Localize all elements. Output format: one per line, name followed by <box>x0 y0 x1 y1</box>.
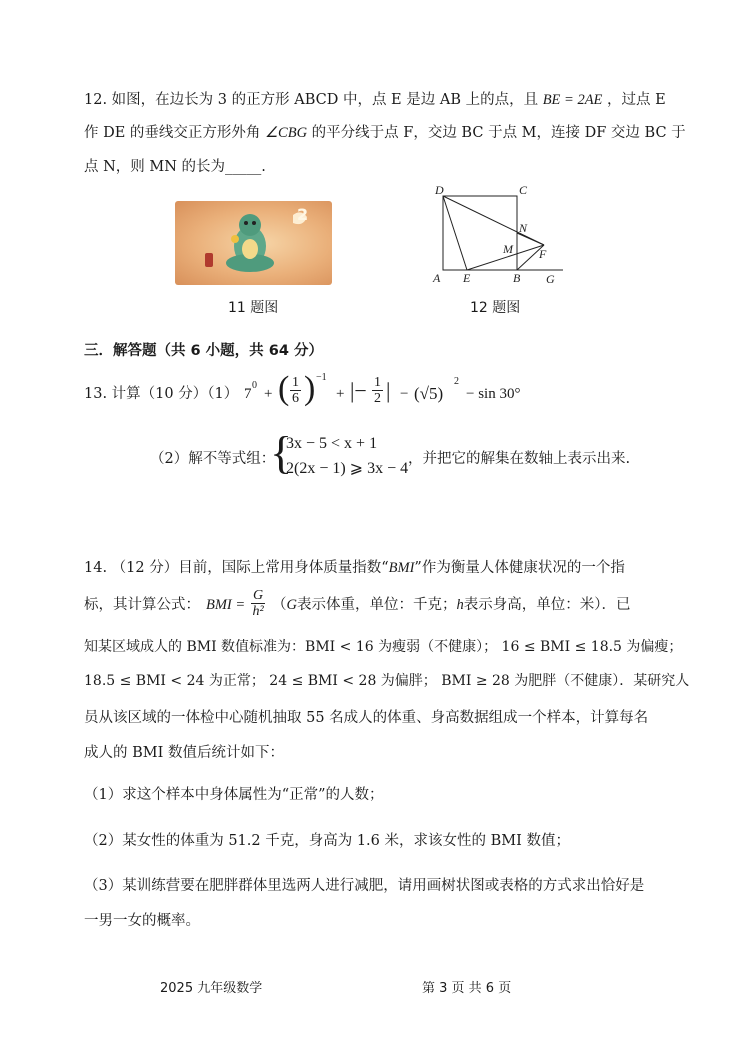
q14-line2-rest <box>272 597 630 613</box>
q14-line2-g: G <box>286 597 297 613</box>
q12-line1-math: BE = 2AE <box>542 92 603 108</box>
segment-de <box>443 196 467 270</box>
q13-part1 <box>84 386 238 402</box>
q14-line1-a: 14. （12 分）目前，国际上常用身体质量指数“ <box>84 560 389 576</box>
expr-abs-close: | <box>386 378 391 403</box>
label-g: G <box>546 272 555 286</box>
q12-line3: 点 N，则 MN 的长为_____. <box>84 159 266 175</box>
expr-minus-sin: − sin 30° <box>466 386 521 402</box>
q12-line2-text-a: 作 DE 的垂线交正方形外角 <box>84 125 261 141</box>
q14-line2-a: 标，其计算公式： <box>84 597 200 613</box>
expr-two: 2 <box>454 376 459 387</box>
label-e: E <box>463 271 471 285</box>
label-a: A <box>433 271 441 285</box>
q12-line1-text-b: ，过点 E <box>607 92 666 108</box>
q14-sub3: （3）某训练营要在肥胖群体里选两人进行减肥，请用画树状图或表格的方式求出恰好是 <box>84 878 645 894</box>
q13-prefix: 13. 计算（10 分）（1） <box>84 386 239 402</box>
expr-abs-open: |− <box>350 378 367 403</box>
label-f: F <box>539 247 547 261</box>
q13-ineq2: 2(2x − 1) ⩾ 3x − 4 <box>286 460 409 477</box>
q14-sub2: （2）某女性的体重为 51.2 千克，身高为 1.6 米，求该女性的 BMI 数值； <box>84 833 570 849</box>
q14-formula-fraction <box>251 588 265 619</box>
q14-line1-b: ”作为衡量人体健康状况的一个指 <box>414 560 625 576</box>
q14-line2-b: （ <box>272 597 287 613</box>
footer-left: 2025 九年级数学 <box>160 981 263 996</box>
q12-line2 <box>84 125 686 141</box>
q14-formula-num: G <box>253 588 264 603</box>
fig11-logo-text: 2 <box>297 205 309 224</box>
expr-seven: 7 <box>244 386 252 402</box>
q14-sub1: （1）求这个样本中身体属性为“正常”的人数； <box>84 787 384 803</box>
q14-line1 <box>84 560 625 576</box>
fig12-geometry-diagram <box>425 182 575 287</box>
expr-zero: 0 <box>252 380 257 391</box>
q12-line2-math: ∠CBG <box>265 125 308 141</box>
label-m: M <box>503 242 513 256</box>
fig11-caption: 11 题图 <box>228 300 279 316</box>
fig11-illustration <box>175 201 332 285</box>
label-n: N <box>519 221 528 235</box>
q14-line2-c: 表示体重，单位：千克； <box>296 597 457 613</box>
section3-title: 三．解答题（共 6 小题，共 64 分） <box>84 343 323 359</box>
expr-rparen: ) <box>304 370 316 407</box>
expr-fraction-1-6 <box>290 375 301 406</box>
q14-formula-den: h² <box>252 604 264 619</box>
expr-plus2: + <box>336 386 345 402</box>
expr-half-den: 2 <box>374 391 381 406</box>
q13-part2-prefix: （2）解不等式组： <box>150 451 276 467</box>
q14-line6: 成人的 BMI 数值后统计如下： <box>84 745 284 761</box>
expr-sqrt5: (√5) <box>414 384 444 403</box>
expr-one: 1 <box>292 375 299 390</box>
label-c: C <box>519 183 528 197</box>
q14-line5: 员从该区域的一体检中心随机抽取 55 名成人的体重、身高数据组成一个样本，计算每名 <box>84 710 649 726</box>
q14-line1-bmi: BMI <box>388 560 415 576</box>
q14-line2-d: 表示身高，单位：米）．已 <box>463 597 631 613</box>
expr-lparen: ( <box>278 370 290 407</box>
q14-line4: 18.5 ≤ BMI < 24 为正常； 24 ≤ BMI < 28 为偏胖； BMI ≥ 28 为肥胖（不健康）．某研究人 <box>84 673 690 689</box>
expr-fraction-1-2 <box>372 375 383 406</box>
q13-system-brace: { <box>270 427 293 478</box>
q12-line1-text-a: 12. 如图，在边长为 3 的正方形 ABCD 中，点 E 是边 AB 上的点，且 <box>84 92 539 108</box>
footer-page-number: 第 3 页 共 6 页 <box>422 981 512 996</box>
expr-half-num: 1 <box>374 375 381 390</box>
expr-neg1: −1 <box>316 372 327 383</box>
q14-sub3-cont: 一男一女的概率。 <box>84 913 200 929</box>
segment-df <box>443 196 544 245</box>
q13-part2-suffix: ，并把它的解集在数轴上表示出来. <box>408 451 631 467</box>
snake-mascot-icon <box>175 201 332 285</box>
q14-line2 <box>84 597 200 613</box>
q12-line1 <box>84 92 666 108</box>
expr-plus1: + <box>264 386 273 402</box>
square-abcd <box>443 196 517 270</box>
fig12-caption: 12 题图 <box>470 300 521 316</box>
label-d: D <box>435 183 444 197</box>
q14-line3: 知某区域成人的 BMI 数值标准为：BMI < 16 为瘦弱（不健康）； 16 ≤ BMI ≤ 18.5 为偏瘦； <box>84 639 683 655</box>
q13-ineq1: 3x − 5 < x + 1 <box>286 435 378 452</box>
label-b: B <box>513 271 521 285</box>
q12-line2-text-b: 的平分线于点 F，交边 BC 于点 M，连接 DF 交边 BC 于 <box>311 125 686 141</box>
q14-line2-h: h <box>456 597 464 613</box>
expr-six: 6 <box>292 391 299 406</box>
expr-minus1: − <box>400 386 409 402</box>
q14-formula-lhs: BMI = <box>206 597 246 613</box>
